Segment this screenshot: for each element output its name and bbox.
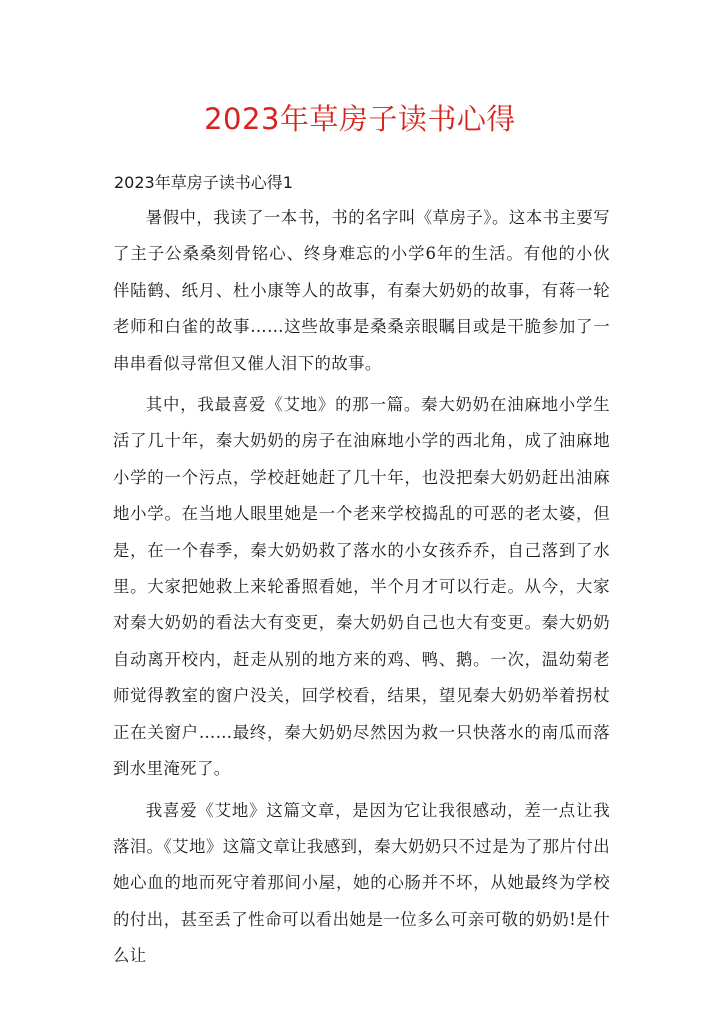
paragraph-1: 暑假中，我读了一本书，书的名字叫《草房子》。这本书主要写了主子公桑桑刻骨铭心、终身难忘的小学6年的生活。有他的小伙伴陆鹤、纸月、杜小康等人的故事，有秦大奶奶的故事，有蒋一轮老师和白雀的故事……这些故事是桑桑亲眼瞩目或是干脆参加了一串串看似寻常但又催人泪下的故事。 bbox=[113, 208, 610, 373]
paragraph-3: 我喜爱《艾地》这篇文章，是因为它让我很感动，差一点让我落泪。《艾地》这篇文章让我感到，秦大奶奶只不过是为了那片付出她心血的地而死守着那间小屋，她的心肠并不坏，从她最终为学校的付出，甚至丢了性命可以看出她是一位多么可亲可敬的奶奶!是什么让 bbox=[113, 800, 610, 966]
document-title: 2023年草房子读书心得 bbox=[204, 102, 516, 136]
document-body bbox=[113, 200, 610, 975]
paragraph-2: 其中，我最喜爱《艾地》的那一篇。秦大奶奶在油麻地小学生活了几十年，秦大奶奶的房子在油麻地小学的西北角，成了油麻地小学的一个污点，学校赶她赶了几十年，也没把秦大奶奶赶出油麻地小学。在当地人眼里她是一个老来学校捣乱的可恶的老太婆，但是，在一个春季，秦大奶奶救了落水的小女孩乔乔，自己落到了水里。大家把她救上来轮番照看她，半个月才可以行走。从今，大家对秦大奶奶的看法大有变更，秦大奶奶自己也大有变更。秦大奶奶自动离开校内，赶走从别的地方来的鸡、鸭、鹅。一次，温幼菊老师觉得教室的窗户没关，回学校看，结果，望见秦大奶奶举着拐杖正在关窗户……最终，秦大奶奶尽然因为救一只快落水的南瓜而落到水里淹死了。 bbox=[113, 395, 610, 779]
section-heading: 2023年草房子读书心得1 bbox=[114, 173, 293, 192]
